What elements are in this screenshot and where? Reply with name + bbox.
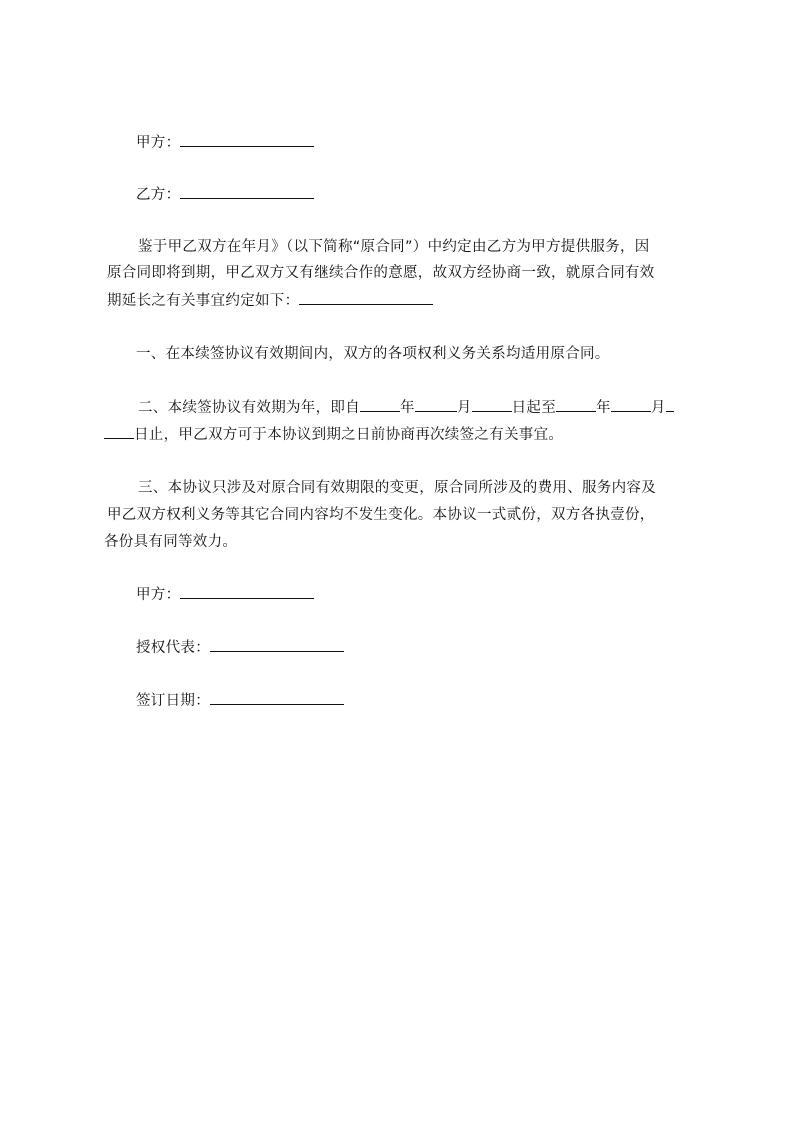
end-month-blank [611, 397, 651, 412]
signature-party-a-blank [180, 584, 314, 599]
party-b-top-field [136, 184, 314, 205]
start-month-blank [415, 397, 457, 412]
preamble-line-3 [107, 290, 433, 311]
representative-blank [210, 637, 344, 652]
start-day-blank [472, 397, 512, 412]
clause-2-line-2 [104, 424, 563, 445]
clause-2-line-2-text: 日止，甲乙双方可于本协议到期之日前协商再次续签之有关事宜。 [134, 427, 564, 443]
signing-date-blank [210, 690, 344, 705]
party-b-top-blank [180, 184, 314, 199]
signature-party-a-label: 甲方： [136, 587, 181, 603]
preamble-line-3-text: 期延长之有关事宜约定如下： [107, 293, 300, 309]
clause-3-line-3: 各份具有同等效力。 [104, 534, 238, 550]
end-month-label: 月 [650, 400, 666, 416]
signing-date-field [136, 690, 344, 711]
end-day-blank-start [666, 397, 674, 412]
end-year-blank [556, 397, 596, 412]
start-year-label: 年 [400, 400, 415, 416]
end-year-label: 年 [596, 400, 611, 416]
clause-1: 一、在本续签协议有效期间内，双方的各项权利义务关系均适用原合同。 [136, 346, 610, 362]
preamble-line-2: 原合同即将到期，甲乙双方又有继续合作的意愿，故双方经协商一致，就原合同有效 [107, 265, 655, 281]
start-day-label: 日起至 [511, 400, 557, 416]
signing-date-label: 签订日期： [136, 693, 210, 709]
signature-party-a-field [136, 584, 314, 605]
clause-3-line-1: 三、本协议只涉及对原合同有效期限的变更，原合同所涉及的费用、服务内容及 [138, 480, 656, 496]
party-a-top-field [136, 132, 314, 153]
end-day-blank [104, 424, 134, 439]
preamble-line-1: 鉴于甲乙双方在年月》（以下简称“原合同”）中约定由乙方为甲方提供服务，因 [138, 239, 650, 255]
clause-3-line-2: 甲乙双方权利义务等其它合同内容均不发生变化。本协议一式贰份，双方各执壹份， [107, 507, 655, 523]
start-month-label: 月 [456, 400, 472, 416]
party-a-top-blank [180, 132, 314, 147]
party-b-top-label: 乙方： [136, 187, 181, 203]
preamble-blank [299, 290, 433, 305]
start-year-blank [360, 397, 400, 412]
clause-2-line-1 [138, 397, 674, 418]
representative-label: 授权代表： [136, 640, 210, 656]
party-a-top-label: 甲方： [136, 135, 181, 151]
representative-field [136, 637, 344, 658]
clause-2-intro: 二、本续签协议有效期为年，即自 [138, 400, 360, 416]
